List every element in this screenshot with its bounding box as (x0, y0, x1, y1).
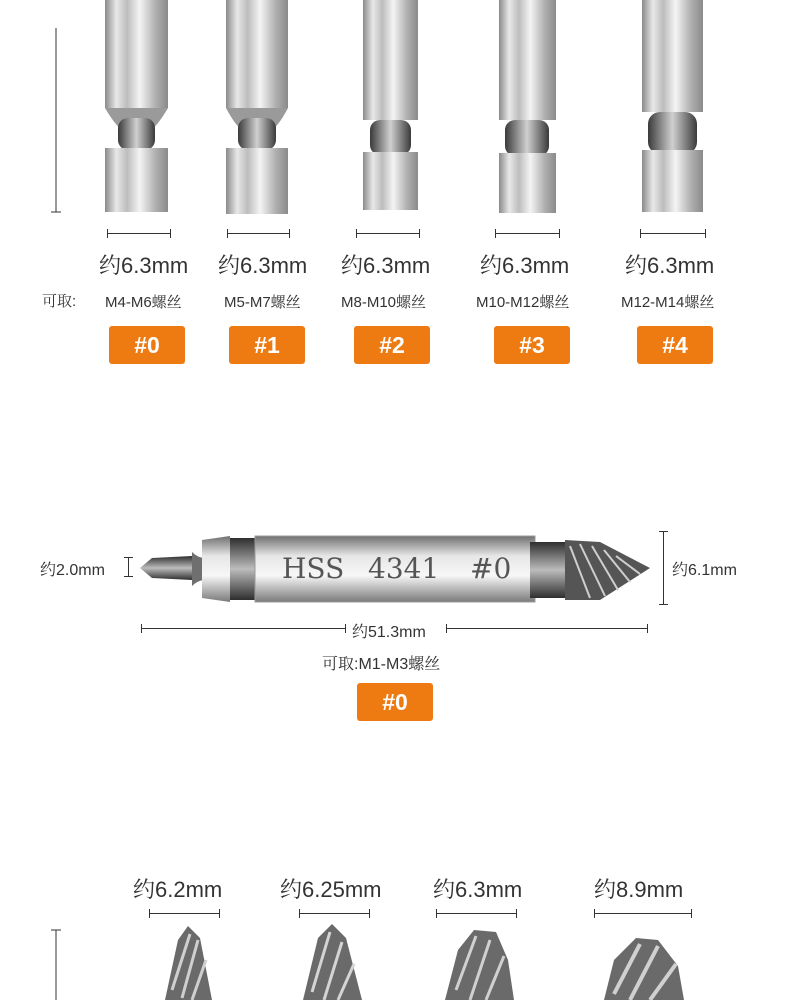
dim-line-bit-0 (107, 233, 171, 234)
bit-2-badge: #2 (354, 326, 430, 364)
bit-1-badge: #1 (229, 326, 305, 364)
middle-range: 可取:M1-M3螺丝 (322, 656, 441, 673)
tip-2-line (436, 913, 517, 914)
bit-4-size: 约6.3mm (625, 253, 715, 278)
bit-0-size: 约6.3mm (99, 253, 189, 278)
body-diameter-line (663, 531, 664, 605)
engraving-number: #0 (470, 552, 512, 585)
tip-diameter-line (128, 557, 129, 577)
dim-line-bit-2 (356, 233, 420, 234)
tip-3-cone (604, 938, 684, 1000)
dim-line-bit-3 (495, 233, 560, 234)
applicable-label: 可取: (42, 293, 77, 310)
bit-4-shank (642, 0, 703, 212)
bit-2-range: M8-M10螺丝 (341, 294, 427, 311)
tip-1-size: 约6.25mm (280, 877, 382, 902)
tip-3-size: 约8.9mm (594, 877, 684, 902)
engraving-steel: 4341 (368, 552, 440, 585)
bit-2-size: 约6.3mm (341, 253, 431, 278)
bit-1-range: M5-M7螺丝 (224, 294, 301, 311)
tip-diameter: 约2.0mm (40, 562, 105, 579)
bit-3-size: 约6.3mm (480, 253, 570, 278)
tip-0-cone (165, 926, 212, 1000)
tip-0-line (149, 913, 220, 914)
tip-1-line (299, 913, 370, 914)
tip-1-cone (303, 924, 362, 1000)
tip-2-size: 约6.3mm (433, 877, 523, 902)
total-length: 约51.3mm (352, 624, 426, 641)
bit-0-range: M4-M6螺丝 (105, 294, 182, 311)
dim-line-bit-1 (227, 233, 290, 234)
length-line-right (446, 628, 648, 629)
bit-3-badge: #3 (494, 326, 570, 364)
bit-1-size: 约6.3mm (218, 253, 308, 278)
bit-4-range: M12-M14螺丝 (621, 294, 715, 311)
tip-0-size: 约6.2mm (133, 877, 223, 902)
tip-3-line (594, 913, 692, 914)
bit-1-shank (226, 0, 288, 214)
bit-4-badge: #4 (637, 326, 713, 364)
top-bits-illustration (0, 0, 790, 230)
bit-3-shank (499, 0, 556, 213)
bit-0-badge: #0 (109, 326, 185, 364)
bottom-tips-illustration (0, 920, 790, 1000)
engraving-hss: HSS (282, 552, 345, 585)
bit-0-shank (105, 0, 168, 212)
body-diameter: 约6.1mm (672, 562, 737, 579)
tip-2-cone (445, 930, 514, 1000)
bit-3-range: M10-M12螺丝 (476, 294, 570, 311)
dim-line-bit-4 (640, 233, 706, 234)
middle-badge: #0 (357, 683, 433, 721)
length-line-left (141, 628, 346, 629)
bit-2-shank (363, 0, 418, 210)
